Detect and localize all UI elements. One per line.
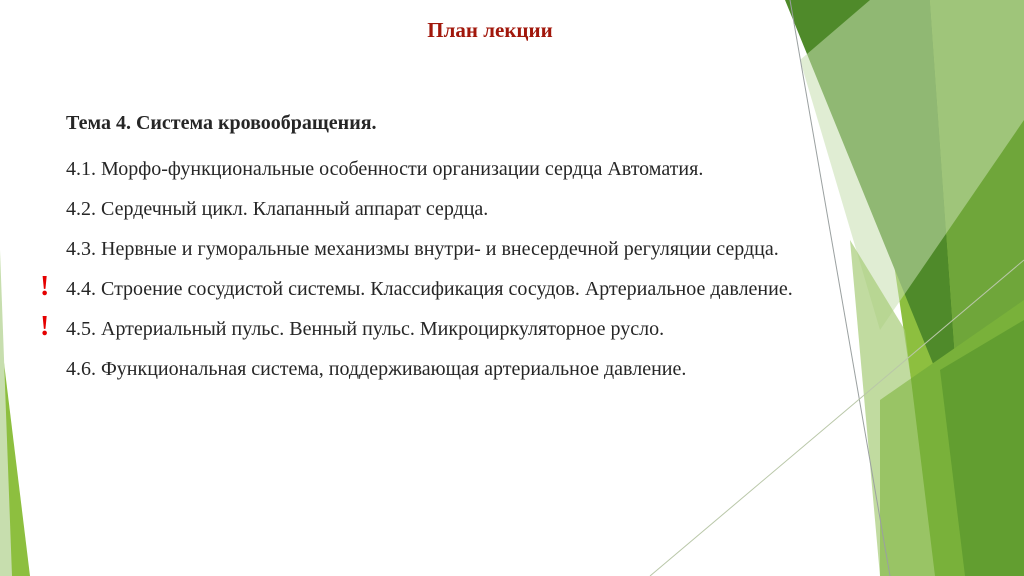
slide-title: План лекции (427, 18, 553, 42)
plan-item (40, 309, 876, 349)
plan-item (66, 229, 876, 269)
attention-marker: ! (40, 271, 50, 302)
plan-item-text: 4.3. Нервные и гуморальные механизмы внутри- и внесердечной регуляции сердца. (66, 238, 779, 260)
plan-item (66, 349, 876, 389)
plan-item-text: 4.6. Функциональная система, поддерживающая артериальное давление. (66, 358, 687, 380)
plan-item (40, 269, 876, 309)
lecture-plan (40, 105, 876, 389)
attention-marker: ! (40, 311, 50, 342)
plan-item (66, 189, 876, 229)
plan-item (66, 149, 876, 189)
plan-item-text: 4.1. Морфо-функциональные особенности организации сердца Автоматия. (66, 158, 704, 180)
plan-item-text: 4.2. Сердечный цикл. Клапанный аппарат сердца. (66, 198, 489, 220)
plan-item-text: 4.5. Артериальный пульс. Венный пульс. Микроциркуляторное русло. (66, 318, 665, 340)
plan-item-text: 4.4. Строение сосудистой системы. Классификация сосудов. Артериальное давление. (66, 278, 793, 300)
topic-heading: Тема 4. Система кровообращения. (66, 112, 377, 134)
